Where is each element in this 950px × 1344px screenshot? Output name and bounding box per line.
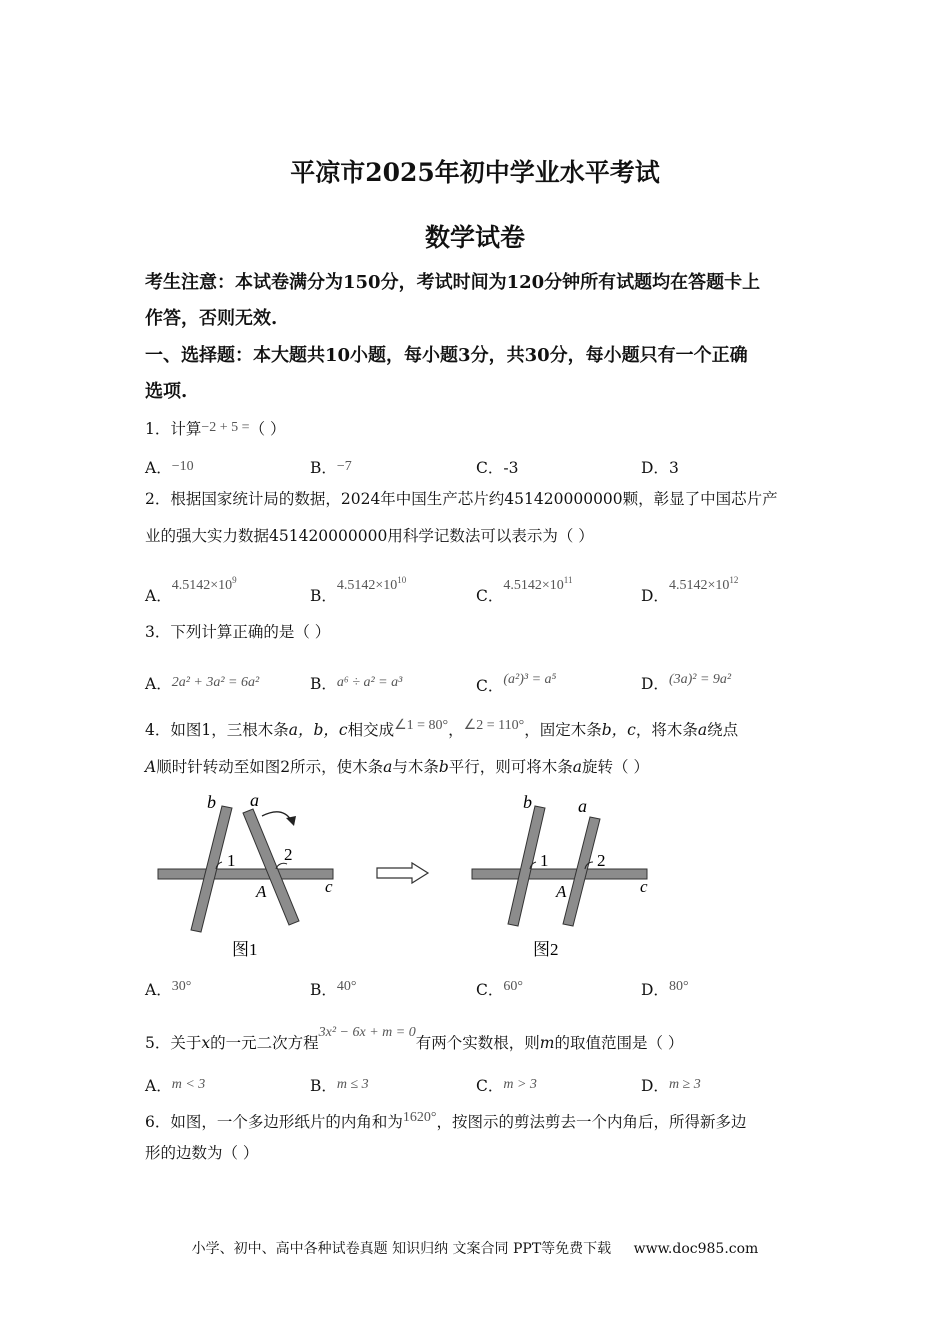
q4-text: 4．如图1，三根木条: [145, 721, 289, 739]
q4-text: ，固定木条: [524, 721, 602, 739]
option-value: m > 3: [503, 1077, 537, 1092]
option-value: (3a)² = 9a²: [668, 672, 732, 687]
q5-option-b: [310, 1074, 369, 1096]
q5-option-d: [641, 1074, 701, 1096]
q4-option-d: [641, 978, 689, 1000]
q4-vars: b，c: [601, 721, 636, 739]
option-value: m ≥ 3: [668, 1077, 701, 1092]
q4-text: 绕点: [707, 721, 739, 739]
label-b: b: [523, 792, 532, 812]
option-value: a⁶ ÷ a² = a³: [336, 675, 403, 690]
q6-angle: 1620°: [402, 1110, 437, 1125]
section-heading-line-1: 一、选择题：本大题共10小题，每小题3分，共30分，每小题只有一个正确: [145, 345, 748, 366]
q4-vars: a，b，c: [288, 721, 348, 739]
q4-option-c: [476, 978, 523, 1000]
q4-text: 顺时针转动至如图2所示，使木条: [156, 758, 384, 776]
option-exponent: 11: [563, 575, 573, 585]
q5-text: 5．关于: [145, 1034, 202, 1052]
label-1: 1: [227, 851, 236, 870]
q5-var-m: m: [539, 1034, 555, 1052]
label-a: a: [578, 796, 587, 816]
option-label: B．: [310, 587, 337, 605]
q4-angle-2: ∠2 = 110°: [463, 718, 525, 733]
option-label: A．: [145, 587, 172, 605]
notice-line-1: 考生注意：本试卷满分为150分，考试时间为120分钟所有试题均在答题卡上: [145, 272, 761, 293]
option-value: m ≤ 3: [336, 1077, 369, 1092]
question-6-line-1: [145, 1111, 747, 1131]
q4-text: 旋转（ ）: [582, 758, 649, 776]
option-mantissa: 4.5142×10: [336, 578, 398, 593]
option-exponent: 12: [729, 575, 739, 585]
option-label: D．: [641, 587, 669, 605]
option-value: 60°: [503, 979, 523, 994]
figure-2: [472, 792, 648, 959]
q4-vars: a: [572, 758, 583, 776]
hollow-arrow-icon: [377, 863, 428, 883]
option-label: C．: [476, 1077, 504, 1095]
stick-a-fig1: [243, 809, 299, 925]
stick-c-fig1: [158, 869, 333, 879]
option-label: D．: [641, 459, 669, 477]
label-A: A: [256, 882, 267, 901]
footer-text: 小学、初中、高中各种试卷真题 知识归纳 文案合同 PPT等免费下载: [191, 1241, 612, 1257]
option-value: 3: [668, 459, 679, 477]
label-c: c: [325, 877, 333, 896]
option-label: C．: [476, 587, 504, 605]
option-value: −7: [336, 459, 352, 474]
page-title: 平凉市2025年初中学业水平考试: [290, 158, 660, 187]
stick-c-fig2: [472, 869, 647, 879]
q5-text: 的取值范围是（ ）: [554, 1034, 684, 1052]
option-value: 30°: [171, 979, 192, 994]
section-heading-line-2: 选项.: [145, 381, 188, 402]
q6-text: 6．如图，一个多边形纸片的内角和为: [145, 1113, 403, 1131]
arrow-head-icon: [286, 816, 296, 826]
option-label: B．: [310, 459, 337, 477]
question-5-stem: [145, 1026, 683, 1052]
option-mantissa: 4.5142×10: [171, 578, 233, 593]
label-a: a: [250, 790, 259, 810]
option-label: B．: [310, 675, 337, 693]
notice-line-2: 作答，否则无效.: [145, 308, 278, 329]
label-c: c: [640, 877, 648, 896]
q5-var-x: x: [201, 1034, 211, 1052]
label-b: b: [207, 792, 216, 812]
option-value: 2a² + 3a² = 6a²: [171, 675, 260, 690]
q4-text: 与木条: [392, 758, 439, 776]
option-label: C．: [476, 459, 504, 477]
q4-text: 平行，则可将木条: [448, 758, 573, 776]
option-value: -3: [503, 459, 519, 477]
question-2-line-1: 2．根据国家统计局的数据，2024年中国生产芯片约451420000000颗，彰显了中国芯片产: [145, 490, 778, 508]
q4-option-a: [145, 978, 191, 1000]
q4-vars: a: [697, 721, 708, 739]
label-2: 2: [597, 851, 606, 870]
option-label: A．: [145, 1077, 172, 1095]
q5-equation: 3x² − 6x + m = 0: [318, 1025, 416, 1040]
q1-stem-math: −2 + 5 =: [201, 420, 250, 435]
option-mantissa: 4.5142×10: [668, 578, 730, 593]
option-label: B．: [310, 981, 337, 999]
q4-text: ，: [448, 721, 464, 739]
q4-text: ，将木条: [635, 721, 698, 739]
q5-text: 的一元二次方程: [210, 1034, 319, 1052]
option-exponent: 9: [232, 575, 237, 585]
q6-text: ，按图示的剪法剪去一个内角后，所得新多边: [436, 1113, 747, 1131]
option-value: (a²)³ = a⁵: [503, 672, 557, 687]
option-label: C．: [476, 981, 504, 999]
option-label: C．: [476, 677, 504, 695]
option-label: D．: [641, 1077, 669, 1095]
rotation-arrow: [262, 812, 291, 820]
question-3-stem: 3．下列计算正确的是（ ）: [145, 623, 331, 641]
figure-2-caption: 图2: [533, 940, 559, 959]
q4-text: 相交成: [347, 721, 395, 739]
figure-1-caption: 图1: [232, 940, 258, 959]
q1-stem-suffix: （ ）: [249, 420, 286, 438]
q5-option-c: [476, 1074, 537, 1096]
footer-link[interactable]: www.doc985.com: [633, 1241, 759, 1257]
option-label: B．: [310, 1077, 337, 1095]
question-6-line-2: 形的边数为（ ）: [145, 1144, 259, 1162]
option-label: D．: [641, 675, 669, 693]
option-label: A．: [145, 675, 172, 693]
q5-text: 有两个实数根，则: [415, 1034, 540, 1052]
q4-option-b: [310, 978, 357, 1000]
option-mantissa: 4.5142×10: [503, 578, 564, 593]
q4-angle-1: ∠1 = 80°: [394, 718, 449, 733]
option-value: m < 3: [171, 1077, 206, 1092]
option-value: −10: [171, 459, 194, 474]
q5-option-a: [145, 1074, 205, 1096]
label-A: A: [556, 882, 567, 901]
q4-vars: a: [383, 758, 393, 776]
figure-1: [158, 790, 333, 959]
label-1: 1: [540, 851, 549, 870]
option-label: A．: [145, 981, 172, 999]
option-label: A．: [145, 459, 172, 477]
option-value: 40°: [336, 979, 357, 994]
option-value: 80°: [668, 979, 689, 994]
q1-stem-prefix: 1．计算: [145, 420, 202, 438]
label-2: 2: [284, 845, 293, 864]
q4-vars: b: [438, 758, 449, 776]
option-label: D．: [641, 981, 669, 999]
q4-vars: A: [145, 758, 157, 776]
question-2-line-2: 业的强大实力数据451420000000用科学记数法可以表示为（ ）: [145, 527, 594, 545]
page-footer: [0, 1238, 950, 1258]
page-subtitle: 数学试卷: [424, 223, 525, 252]
option-exponent: 10: [397, 575, 407, 585]
